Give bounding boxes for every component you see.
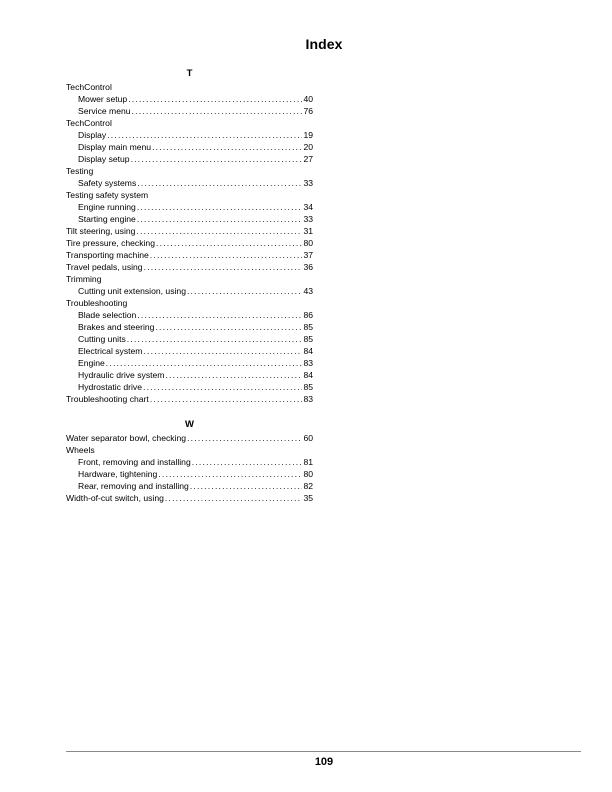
entry-page-number: 82 [303, 481, 313, 491]
section-letter-heading: T [186, 68, 193, 79]
index-subentry[interactable] [66, 105, 313, 117]
index-entry[interactable] [66, 492, 313, 504]
index-entry[interactable] [66, 261, 313, 273]
entry-page-number: 36 [303, 262, 313, 272]
index-subentry[interactable] [66, 153, 313, 165]
index-subentry[interactable] [66, 357, 313, 369]
entry-label: Tilt steering, using [66, 226, 136, 236]
index-heading: Trimming [66, 274, 102, 284]
index-subentry[interactable] [66, 456, 313, 468]
entry-page-number: 85 [303, 322, 313, 332]
index-entry[interactable] [66, 225, 313, 237]
dot-leader [165, 492, 303, 504]
dot-leader [156, 237, 302, 249]
dot-leader [165, 369, 302, 381]
entry-page-number: 83 [303, 394, 313, 404]
entry-label: Rear, removing and installing [78, 481, 189, 491]
entry-label: Display setup [78, 154, 130, 164]
index-entry[interactable] [66, 249, 313, 261]
entry-label: Service menu [78, 106, 131, 116]
footer-divider [66, 751, 581, 752]
entry-label: Display main menu [78, 142, 152, 152]
entry-label: Mower setup [78, 94, 128, 104]
entry-label: Front, removing and installing [78, 457, 191, 467]
index-subentry[interactable] [66, 309, 313, 321]
index-subentry[interactable] [66, 177, 313, 189]
entry-page-number: 34 [303, 202, 313, 212]
dot-leader [158, 468, 302, 480]
entry-label: Width-of-cut switch, using [66, 493, 164, 503]
entry-label: Brakes and steering [78, 322, 155, 332]
index-entry[interactable] [66, 393, 313, 405]
dot-leader [137, 201, 303, 213]
entry-label: Water separator bowl, checking [66, 433, 187, 443]
index-subentry[interactable] [66, 129, 313, 141]
section-letter-heading: W [185, 419, 194, 430]
entry-page-number: 43 [303, 286, 313, 296]
index-column [66, 67, 313, 504]
page-title: Index [305, 36, 343, 52]
entry-page-number: 35 [303, 493, 313, 503]
index-heading: Wheels [66, 445, 95, 455]
index-entry[interactable] [66, 237, 313, 249]
entry-page-number: 85 [303, 334, 313, 344]
dot-leader [137, 309, 302, 321]
entry-label: Cutting units [78, 334, 126, 344]
entry-label: Blade selection [78, 310, 137, 320]
index-subentry[interactable] [66, 285, 313, 297]
entry-label: Hardware, tightening [78, 469, 158, 479]
dot-leader [155, 321, 302, 333]
dot-leader [127, 333, 303, 345]
dot-leader [144, 261, 303, 273]
entry-page-number: 33 [303, 214, 313, 224]
dot-leader [143, 381, 302, 393]
entry-label: Engine running [78, 202, 136, 212]
index-heading: TechControl [66, 118, 112, 128]
entry-page-number: 19 [303, 130, 313, 140]
entry-label: Transporting machine [66, 250, 149, 260]
entry-label: Cutting unit extension, using [78, 286, 186, 296]
index-subentry[interactable] [66, 333, 313, 345]
index-heading: TechControl [66, 82, 112, 92]
dot-leader [192, 456, 303, 468]
dot-leader [150, 393, 303, 405]
index-subentry[interactable] [66, 141, 313, 153]
entry-page-number: 20 [303, 142, 313, 152]
entry-label: Hydrostatic drive [78, 382, 142, 392]
dot-leader [106, 357, 303, 369]
entry-page-number: 60 [303, 433, 313, 443]
dot-leader [137, 177, 302, 189]
entry-label: Tire pressure, checking [66, 238, 155, 248]
index-subentry[interactable] [66, 369, 313, 381]
index-subentry[interactable] [66, 213, 313, 225]
index-subentry[interactable] [66, 381, 313, 393]
dot-leader [132, 105, 303, 117]
dot-leader [131, 153, 303, 165]
entry-label: Electrical system [78, 346, 143, 356]
entry-page-number: 33 [303, 178, 313, 188]
dot-leader [152, 141, 302, 153]
page-number: 109 [314, 756, 334, 768]
index-subentry[interactable] [66, 93, 313, 105]
entry-label: Troubleshooting chart [66, 394, 149, 404]
entry-page-number: 85 [303, 382, 313, 392]
entry-page-number: 27 [303, 154, 313, 164]
entry-label: Travel pedals, using [66, 262, 143, 272]
entry-page-number: 31 [303, 226, 313, 236]
dot-leader [107, 129, 302, 141]
entry-page-number: 76 [303, 106, 313, 116]
index-subentry[interactable] [66, 201, 313, 213]
index-subentry[interactable] [66, 345, 313, 357]
index-entry[interactable] [66, 432, 313, 444]
index-heading: Testing safety system [66, 190, 149, 200]
dot-leader [128, 93, 302, 105]
index-subentry[interactable] [66, 480, 313, 492]
index-subentry[interactable] [66, 468, 313, 480]
dot-leader [187, 285, 302, 297]
entry-label: Safety systems [78, 178, 137, 188]
index-heading: Troubleshooting [66, 298, 128, 308]
entry-label: Display [78, 130, 107, 140]
dot-leader [190, 480, 303, 492]
entry-page-number: 83 [303, 358, 313, 368]
entry-label: Starting engine [78, 214, 136, 224]
index-heading: Testing [66, 166, 94, 176]
entry-page-number: 81 [303, 457, 313, 467]
dot-leader [150, 249, 303, 261]
dot-leader [137, 213, 303, 225]
dot-leader [143, 345, 302, 357]
index-subentry[interactable] [66, 321, 313, 333]
dot-leader [187, 432, 302, 444]
dot-leader [136, 225, 302, 237]
entry-page-number: 80 [303, 469, 313, 479]
entry-page-number: 37 [303, 250, 313, 260]
entry-page-number: 86 [303, 310, 313, 320]
entry-page-number: 84 [303, 370, 313, 380]
section-spacer [66, 405, 313, 418]
entry-page-number: 40 [303, 94, 313, 104]
entry-page-number: 80 [303, 238, 313, 248]
entry-label: Hydraulic drive system [78, 370, 165, 380]
entry-page-number: 84 [303, 346, 313, 356]
entry-label: Engine [78, 358, 105, 368]
